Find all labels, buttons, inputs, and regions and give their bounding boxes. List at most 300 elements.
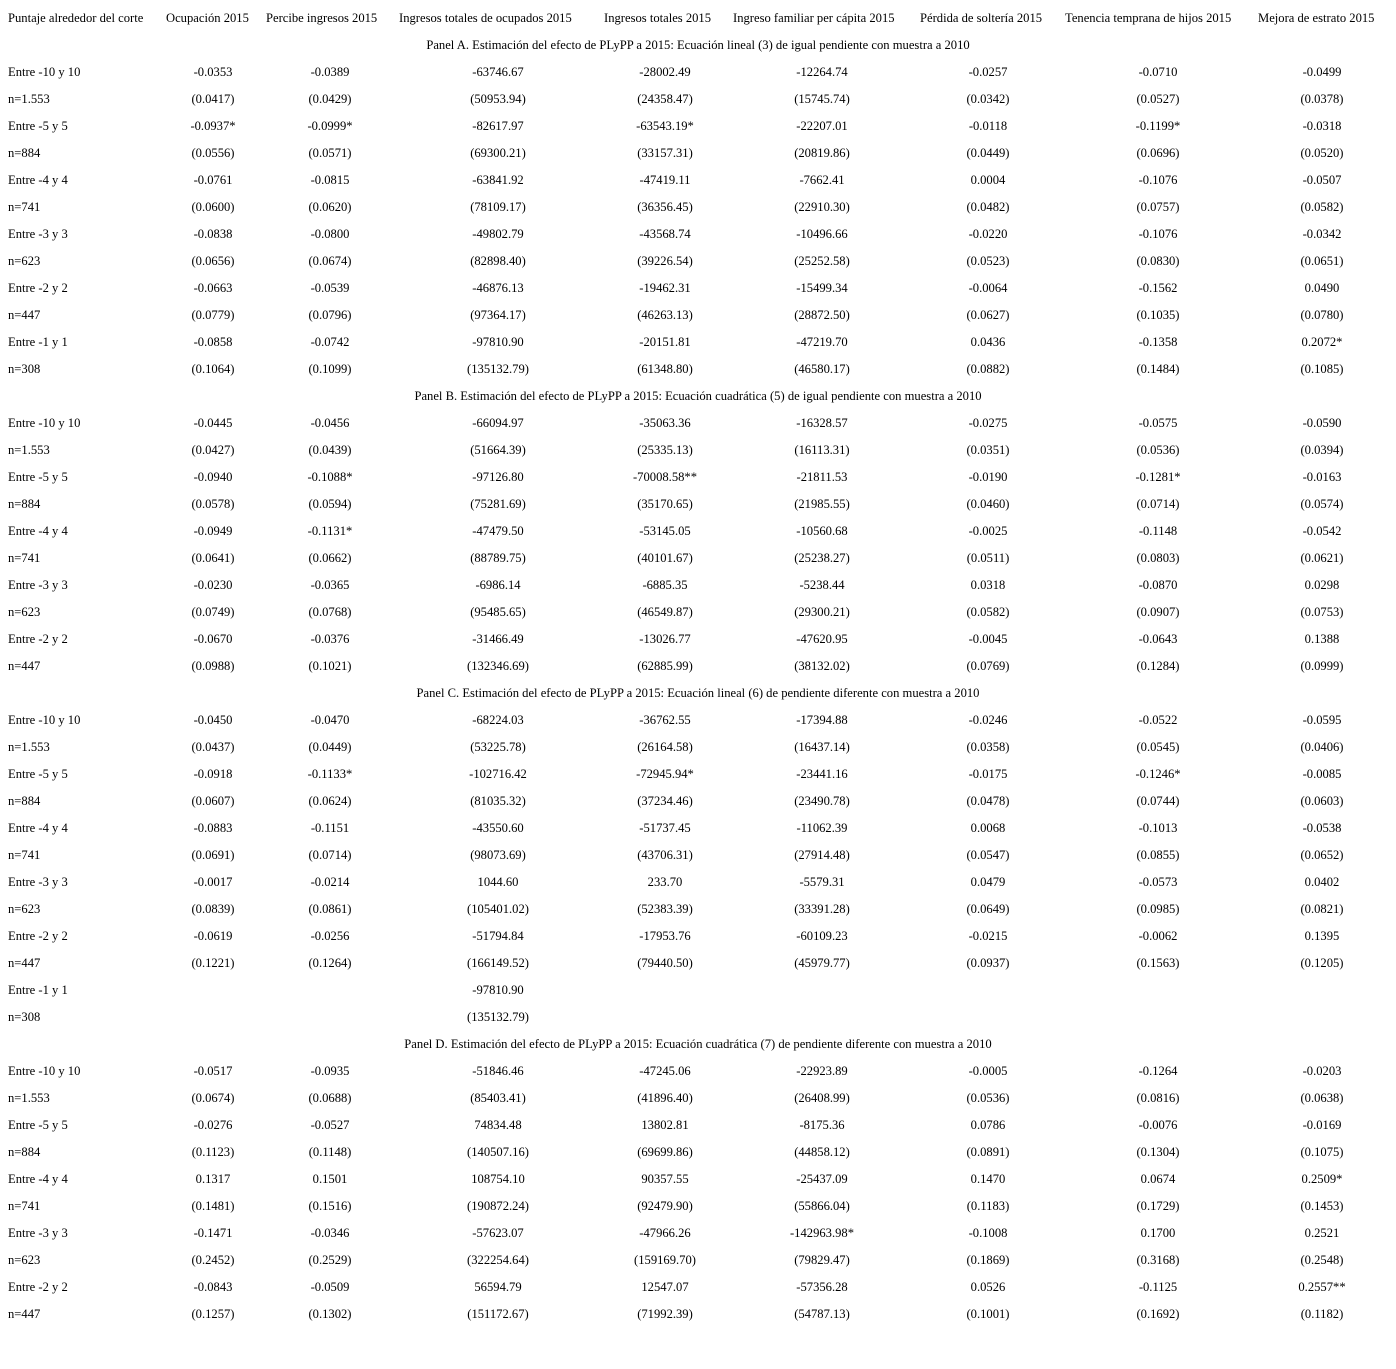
value-cell: (0.0594)	[308, 497, 352, 511]
table-row	[0, 896, 1396, 923]
value-cell: (40101.67)	[637, 551, 693, 565]
table-row	[0, 1274, 1396, 1301]
value-cell: (0.0768)	[308, 605, 352, 619]
row-label: n=884	[8, 146, 41, 160]
value-cell: (0.1304)	[1136, 1145, 1180, 1159]
row-label: Entre -5 y 5	[8, 767, 68, 781]
value-cell: (0.0830)	[1136, 254, 1180, 268]
value-cell: (0.0460)	[966, 497, 1010, 511]
table-row	[0, 653, 1396, 680]
row-label: n=308	[8, 1010, 41, 1024]
value-cell: -0.0542	[1302, 524, 1342, 538]
value-cell: -0.0353	[193, 65, 233, 79]
value-cell: -21811.53	[796, 470, 848, 484]
value-cell: (25252.58)	[794, 254, 850, 268]
value-cell: 56594.79	[474, 1280, 522, 1294]
value-cell: (0.1563)	[1136, 956, 1180, 970]
value-cell: (0.0406)	[1300, 740, 1344, 754]
value-cell: -0.0517	[193, 1064, 233, 1078]
row-label: Entre -5 y 5	[8, 470, 68, 484]
table-row	[0, 86, 1396, 113]
row-label: Entre -10 y 10	[8, 416, 81, 430]
value-cell: -0.0590	[1302, 416, 1342, 430]
panel-title: Panel C. Estimación del efecto de PLyPP a 2015: Ecuación lineal (6) de pendiente diferente con muestra a 2010	[416, 686, 980, 700]
value-cell: 1044.60	[477, 875, 519, 889]
value-cell: 0.0786	[970, 1118, 1006, 1132]
value-cell: (61348.80)	[637, 362, 693, 376]
value-cell: 233.70	[647, 875, 683, 889]
value-cell: 0.1395	[1304, 929, 1340, 943]
value-cell: (21985.55)	[794, 497, 850, 511]
table-row	[0, 707, 1396, 734]
value-cell: -36762.55	[639, 713, 691, 727]
value-cell: (45979.77)	[794, 956, 850, 970]
value-cell: (0.0607)	[191, 794, 235, 808]
table-row	[0, 329, 1396, 356]
value-cell: (55866.04)	[794, 1199, 850, 1213]
value-cell: (0.0744)	[1136, 794, 1180, 808]
row-label: n=884	[8, 1145, 41, 1159]
value-cell: (0.0796)	[308, 308, 352, 322]
value-cell: (0.0769)	[966, 659, 1010, 673]
row-label: n=447	[8, 308, 41, 322]
value-cell: (105401.02)	[467, 902, 529, 916]
value-cell: -10560.68	[796, 524, 848, 538]
value-cell: (0.0649)	[966, 902, 1010, 916]
value-cell: (0.0482)	[966, 200, 1010, 214]
column-header: Ingresos totales 2015	[604, 11, 712, 25]
column-header: Puntaje alrededor del corte	[8, 11, 144, 25]
value-cell: (0.1075)	[1300, 1145, 1344, 1159]
header-row	[0, 5, 1396, 32]
value-cell: (39226.54)	[637, 254, 693, 268]
row-label: Entre -3 y 3	[8, 875, 68, 889]
value-cell: (0.0714)	[1136, 497, 1180, 511]
table-row	[0, 734, 1396, 761]
value-cell: -0.0539	[310, 281, 350, 295]
value-cell: -0.0619	[193, 929, 233, 943]
value-cell: -0.0663	[193, 281, 233, 295]
value-cell: -97126.80	[472, 470, 524, 484]
value-cell: (75281.69)	[470, 497, 526, 511]
row-label: n=741	[8, 200, 41, 214]
value-cell: -51846.46	[472, 1064, 524, 1078]
value-cell: (0.3168)	[1136, 1253, 1180, 1267]
value-cell: -0.0949	[193, 524, 233, 538]
row-label: Entre -3 y 3	[8, 578, 68, 592]
row-label: n=623	[8, 1253, 41, 1267]
row-label: Entre -10 y 10	[8, 65, 81, 79]
panel-title: Panel A. Estimación del efecto de PLyPP a 2015: Ecuación lineal (3) de igual pendiente con muestra a 2010	[426, 38, 970, 52]
value-cell: (92479.90)	[637, 1199, 693, 1213]
value-cell: -0.0595	[1302, 713, 1342, 727]
value-cell: -63746.67	[472, 65, 524, 79]
table-row	[0, 1220, 1396, 1247]
value-cell: -0.1088*	[307, 470, 353, 484]
value-cell: -28002.49	[639, 65, 691, 79]
value-cell: (16113.31)	[794, 443, 850, 457]
value-cell: (0.0536)	[1136, 443, 1180, 457]
value-cell: (28872.50)	[794, 308, 850, 322]
table-row	[0, 437, 1396, 464]
row-label: Entre -4 y 4	[8, 821, 68, 835]
panel-title: Panel B. Estimación del efecto de PLyPP a 2015: Ecuación cuadrática (5) de igual pendiente con muestra a 2010	[414, 389, 982, 403]
value-cell: (16437.14)	[794, 740, 850, 754]
value-cell: (23490.78)	[794, 794, 850, 808]
value-cell: -60109.23	[796, 929, 848, 943]
value-cell: (0.0780)	[1300, 308, 1344, 322]
value-cell: -0.0445	[193, 416, 233, 430]
table-row	[0, 626, 1396, 653]
value-cell: (97364.17)	[470, 308, 526, 322]
value-cell: (36356.45)	[637, 200, 693, 214]
value-cell: (0.1035)	[1136, 308, 1180, 322]
value-cell: -0.0163	[1302, 470, 1342, 484]
value-cell: -0.0456	[310, 416, 350, 430]
row-label: Entre -4 y 4	[8, 173, 68, 187]
value-cell: -0.1125	[1138, 1280, 1178, 1294]
value-cell: -10496.66	[796, 227, 848, 241]
value-cell: (0.1729)	[1136, 1199, 1180, 1213]
value-cell: (135132.79)	[467, 1010, 529, 1024]
row-label: n=447	[8, 659, 41, 673]
value-cell: (0.0652)	[1300, 848, 1344, 862]
value-cell: (0.0839)	[191, 902, 235, 916]
table-row	[0, 113, 1396, 140]
value-cell: 0.2557**	[1298, 1280, 1346, 1294]
value-cell: (0.0417)	[191, 92, 235, 106]
value-cell: -97810.90	[472, 983, 524, 997]
value-cell: (46580.17)	[794, 362, 850, 376]
value-cell: -66094.97	[472, 416, 524, 430]
value-cell: (140507.16)	[467, 1145, 529, 1159]
value-cell: -0.0538	[1302, 821, 1342, 835]
table-row	[0, 194, 1396, 221]
value-cell: -25437.09	[796, 1172, 848, 1186]
row-label: Entre -10 y 10	[8, 713, 81, 727]
table-row	[0, 248, 1396, 275]
value-cell: (0.0429)	[308, 92, 352, 106]
value-cell: 0.0490	[1304, 281, 1340, 295]
value-cell: (44858.12)	[794, 1145, 850, 1159]
value-cell: -0.0815	[310, 173, 350, 187]
value-cell: (0.0662)	[308, 551, 352, 565]
value-cell: -0.0017	[193, 875, 233, 889]
value-cell: (29300.21)	[794, 605, 850, 619]
table-row	[0, 356, 1396, 383]
value-cell: -43550.60	[472, 821, 524, 835]
value-cell: (0.0351)	[966, 443, 1010, 457]
row-label: Entre -1 y 1	[8, 335, 68, 349]
value-cell: -0.1264	[1138, 1064, 1178, 1078]
value-cell: (33391.28)	[794, 902, 850, 916]
table-row	[0, 761, 1396, 788]
value-cell: -0.0085	[1302, 767, 1342, 781]
table-row	[0, 950, 1396, 977]
value-cell: (0.0547)	[966, 848, 1010, 862]
column-header: Pérdida de soltería 2015	[920, 11, 1043, 25]
value-cell: (166149.52)	[467, 956, 529, 970]
value-cell: (62885.99)	[637, 659, 693, 673]
value-cell: (0.0882)	[966, 362, 1010, 376]
table-row	[0, 1004, 1396, 1031]
value-cell: -0.0203	[1302, 1064, 1342, 1078]
value-cell: -0.1148	[1138, 524, 1178, 538]
value-cell: -0.0499	[1302, 65, 1342, 79]
value-cell: (0.0449)	[308, 740, 352, 754]
value-cell: -0.1133*	[307, 767, 353, 781]
value-cell: -31466.49	[472, 632, 524, 646]
value-cell: (0.0641)	[191, 551, 235, 565]
table-row	[0, 923, 1396, 950]
value-cell: (0.0753)	[1300, 605, 1344, 619]
value-cell: (24358.47)	[637, 92, 693, 106]
value-cell: -0.0005	[968, 1064, 1008, 1078]
value-cell: (0.0674)	[191, 1091, 235, 1105]
value-cell: -142963.98*	[789, 1226, 855, 1240]
value-cell: 0.2509*	[1301, 1172, 1343, 1186]
value-cell: -0.0710	[1138, 65, 1178, 79]
column-header: Tenencia temprana de hijos 2015	[1065, 11, 1232, 25]
value-cell: -0.0389	[310, 65, 350, 79]
value-cell: -82617.97	[472, 119, 524, 133]
value-cell: -0.0937*	[190, 119, 236, 133]
value-cell: (159169.70)	[634, 1253, 696, 1267]
value-cell: -15499.34	[796, 281, 848, 295]
value-cell: 0.0526	[970, 1280, 1006, 1294]
value-cell: -0.0064	[968, 281, 1008, 295]
table-row	[0, 977, 1396, 1004]
value-cell: (322254.64)	[467, 1253, 529, 1267]
table-row	[0, 1247, 1396, 1274]
value-cell: -0.1246*	[1135, 767, 1181, 781]
table-row	[0, 869, 1396, 896]
table-row	[0, 59, 1396, 86]
value-cell: -0.0346	[310, 1226, 350, 1240]
value-cell: (0.0545)	[1136, 740, 1180, 754]
value-cell: (81035.32)	[470, 794, 526, 808]
value-cell: (69300.21)	[470, 146, 526, 160]
value-cell: -47479.50	[472, 524, 524, 538]
value-cell: -0.0256	[310, 929, 350, 943]
value-cell: (25238.27)	[794, 551, 850, 565]
row-label: Entre -3 y 3	[8, 1226, 68, 1240]
value-cell: (22910.30)	[794, 200, 850, 214]
value-cell: -0.0118	[968, 119, 1008, 133]
value-cell: 12547.07	[641, 1280, 689, 1294]
row-label: n=308	[8, 362, 41, 376]
value-cell: (0.0578)	[191, 497, 235, 511]
row-label: n=1.553	[8, 443, 50, 457]
value-cell: -6986.14	[475, 578, 521, 592]
table-row	[0, 275, 1396, 302]
table-row	[0, 1139, 1396, 1166]
value-cell: -0.0076	[1138, 1118, 1178, 1132]
value-cell: (0.0656)	[191, 254, 235, 268]
value-cell: (0.1869)	[966, 1253, 1010, 1267]
value-cell: (54787.13)	[794, 1307, 850, 1321]
value-cell: -0.1562	[1138, 281, 1178, 295]
value-cell: (46263.13)	[637, 308, 693, 322]
value-cell: -0.0918	[193, 767, 233, 781]
value-cell: (0.1257)	[191, 1307, 235, 1321]
value-cell: -0.0450	[193, 713, 233, 727]
value-cell: (20819.86)	[794, 146, 850, 160]
value-cell: -0.0870	[1138, 578, 1178, 592]
value-cell: (0.2529)	[308, 1253, 352, 1267]
value-cell: -11062.39	[796, 821, 848, 835]
row-label: n=1.553	[8, 1091, 50, 1105]
table-row	[0, 410, 1396, 437]
value-cell: (0.1284)	[1136, 659, 1180, 673]
value-cell: (38132.02)	[794, 659, 850, 673]
value-cell: (33157.31)	[637, 146, 693, 160]
table-row	[0, 302, 1396, 329]
table-row	[0, 464, 1396, 491]
row-label: Entre -1 y 1	[8, 983, 68, 997]
value-cell: (43706.31)	[637, 848, 693, 862]
value-cell: (52383.39)	[637, 902, 693, 916]
value-cell: (0.0600)	[191, 200, 235, 214]
value-cell: -0.0843	[193, 1280, 233, 1294]
value-cell: -0.0935	[310, 1064, 350, 1078]
value-cell: (0.0620)	[308, 200, 352, 214]
value-cell: (0.0378)	[1300, 92, 1344, 106]
row-label: n=447	[8, 956, 41, 970]
value-cell: -0.0838	[193, 227, 233, 241]
value-cell: -0.0276	[193, 1118, 233, 1132]
value-cell: (26408.99)	[794, 1091, 850, 1105]
row-label: Entre -10 y 10	[8, 1064, 81, 1078]
value-cell: (190872.24)	[467, 1199, 529, 1213]
row-label: n=884	[8, 497, 41, 511]
value-cell: (53225.78)	[470, 740, 526, 754]
value-cell: -7662.41	[799, 173, 845, 187]
value-cell: -0.0342	[1302, 227, 1342, 241]
value-cell: (0.0855)	[1136, 848, 1180, 862]
value-cell: -0.1471	[193, 1226, 233, 1240]
value-cell: (0.0603)	[1300, 794, 1344, 808]
value-cell: (0.0527)	[1136, 92, 1180, 106]
value-cell: -8175.36	[799, 1118, 845, 1132]
row-label: n=741	[8, 848, 41, 862]
table-row	[0, 1112, 1396, 1139]
value-cell: -0.1151	[310, 821, 350, 835]
value-cell: (0.2452)	[191, 1253, 235, 1267]
value-cell: -0.0858	[193, 335, 233, 349]
value-cell: -49802.79	[472, 227, 524, 241]
value-cell: -0.0275	[968, 416, 1008, 430]
row-label: Entre -4 y 4	[8, 1172, 68, 1186]
table-row	[0, 140, 1396, 167]
value-cell: (0.0621)	[1300, 551, 1344, 565]
value-cell: (0.0449)	[966, 146, 1010, 160]
value-cell: (0.1453)	[1300, 1199, 1344, 1213]
value-cell: -0.0246	[968, 713, 1008, 727]
value-cell: (0.0821)	[1300, 902, 1344, 916]
value-cell: -22923.89	[796, 1064, 848, 1078]
value-cell: 0.1700	[1140, 1226, 1176, 1240]
value-cell: 0.0068	[970, 821, 1006, 835]
value-cell: -0.1076	[1138, 173, 1178, 187]
value-cell: -0.0025	[968, 524, 1008, 538]
value-cell: -0.0169	[1302, 1118, 1342, 1132]
value-cell: -0.0175	[968, 767, 1008, 781]
value-cell: (0.2548)	[1300, 1253, 1344, 1267]
value-cell: -0.0215	[968, 929, 1008, 943]
value-cell: (98073.69)	[470, 848, 526, 862]
value-cell: -0.0509	[310, 1280, 350, 1294]
value-cell: -19462.31	[639, 281, 691, 295]
value-cell: -0.0507	[1302, 173, 1342, 187]
value-cell: -57356.28	[796, 1280, 848, 1294]
row-label: Entre -2 y 2	[8, 1280, 68, 1294]
table-row	[0, 221, 1396, 248]
value-cell: -13026.77	[639, 632, 691, 646]
table-row	[0, 1301, 1396, 1328]
value-cell: (135132.79)	[467, 362, 529, 376]
table-row	[0, 167, 1396, 194]
value-cell: 0.1501	[312, 1172, 348, 1186]
value-cell: (0.0437)	[191, 740, 235, 754]
value-cell: (0.0574)	[1300, 497, 1344, 511]
value-cell: -0.0940	[193, 470, 233, 484]
row-label: n=623	[8, 254, 41, 268]
column-header: Ocupación 2015	[166, 11, 249, 25]
table-row	[0, 1166, 1396, 1193]
value-cell: -5238.44	[799, 578, 845, 592]
value-cell: (69699.86)	[637, 1145, 693, 1159]
table-row	[0, 842, 1396, 869]
value-cell: (79440.50)	[637, 956, 693, 970]
value-cell: 0.2521	[1304, 1226, 1340, 1240]
value-cell: -70008.58**	[632, 470, 698, 484]
value-cell: (0.0891)	[966, 1145, 1010, 1159]
value-cell: (0.1481)	[191, 1199, 235, 1213]
value-cell: -0.0575	[1138, 416, 1178, 430]
row-label: Entre -5 y 5	[8, 119, 68, 133]
value-cell: 0.1388	[1304, 632, 1340, 646]
value-cell: (0.1264)	[308, 956, 352, 970]
column-header: Percibe ingresos 2015	[266, 11, 378, 25]
value-cell: -6885.35	[642, 578, 688, 592]
value-cell: -57623.07	[472, 1226, 524, 1240]
value-cell: -0.0220	[968, 227, 1008, 241]
value-cell: -46876.13	[472, 281, 524, 295]
value-cell: 0.0479	[970, 875, 1006, 889]
value-cell: 13802.81	[641, 1118, 689, 1132]
value-cell: (0.1085)	[1300, 362, 1344, 376]
table-row	[0, 545, 1396, 572]
value-cell: (50953.94)	[470, 92, 526, 106]
value-cell: (0.0691)	[191, 848, 235, 862]
value-cell: (0.0985)	[1136, 902, 1180, 916]
value-cell: (0.1221)	[191, 956, 235, 970]
value-cell: (25335.13)	[637, 443, 693, 457]
value-cell: -23441.16	[796, 767, 848, 781]
row-label: Entre -2 y 2	[8, 281, 68, 295]
value-cell: -0.0883	[193, 821, 233, 835]
value-cell: -0.0190	[968, 470, 1008, 484]
value-cell: -0.1131*	[307, 524, 353, 538]
value-cell: (0.0571)	[308, 146, 352, 160]
value-cell: -0.0045	[968, 632, 1008, 646]
table-row	[0, 1085, 1396, 1112]
value-cell: 0.0436	[970, 335, 1006, 349]
value-cell: (0.1099)	[308, 362, 352, 376]
value-cell: (0.0988)	[191, 659, 235, 673]
value-cell: -43568.74	[639, 227, 691, 241]
